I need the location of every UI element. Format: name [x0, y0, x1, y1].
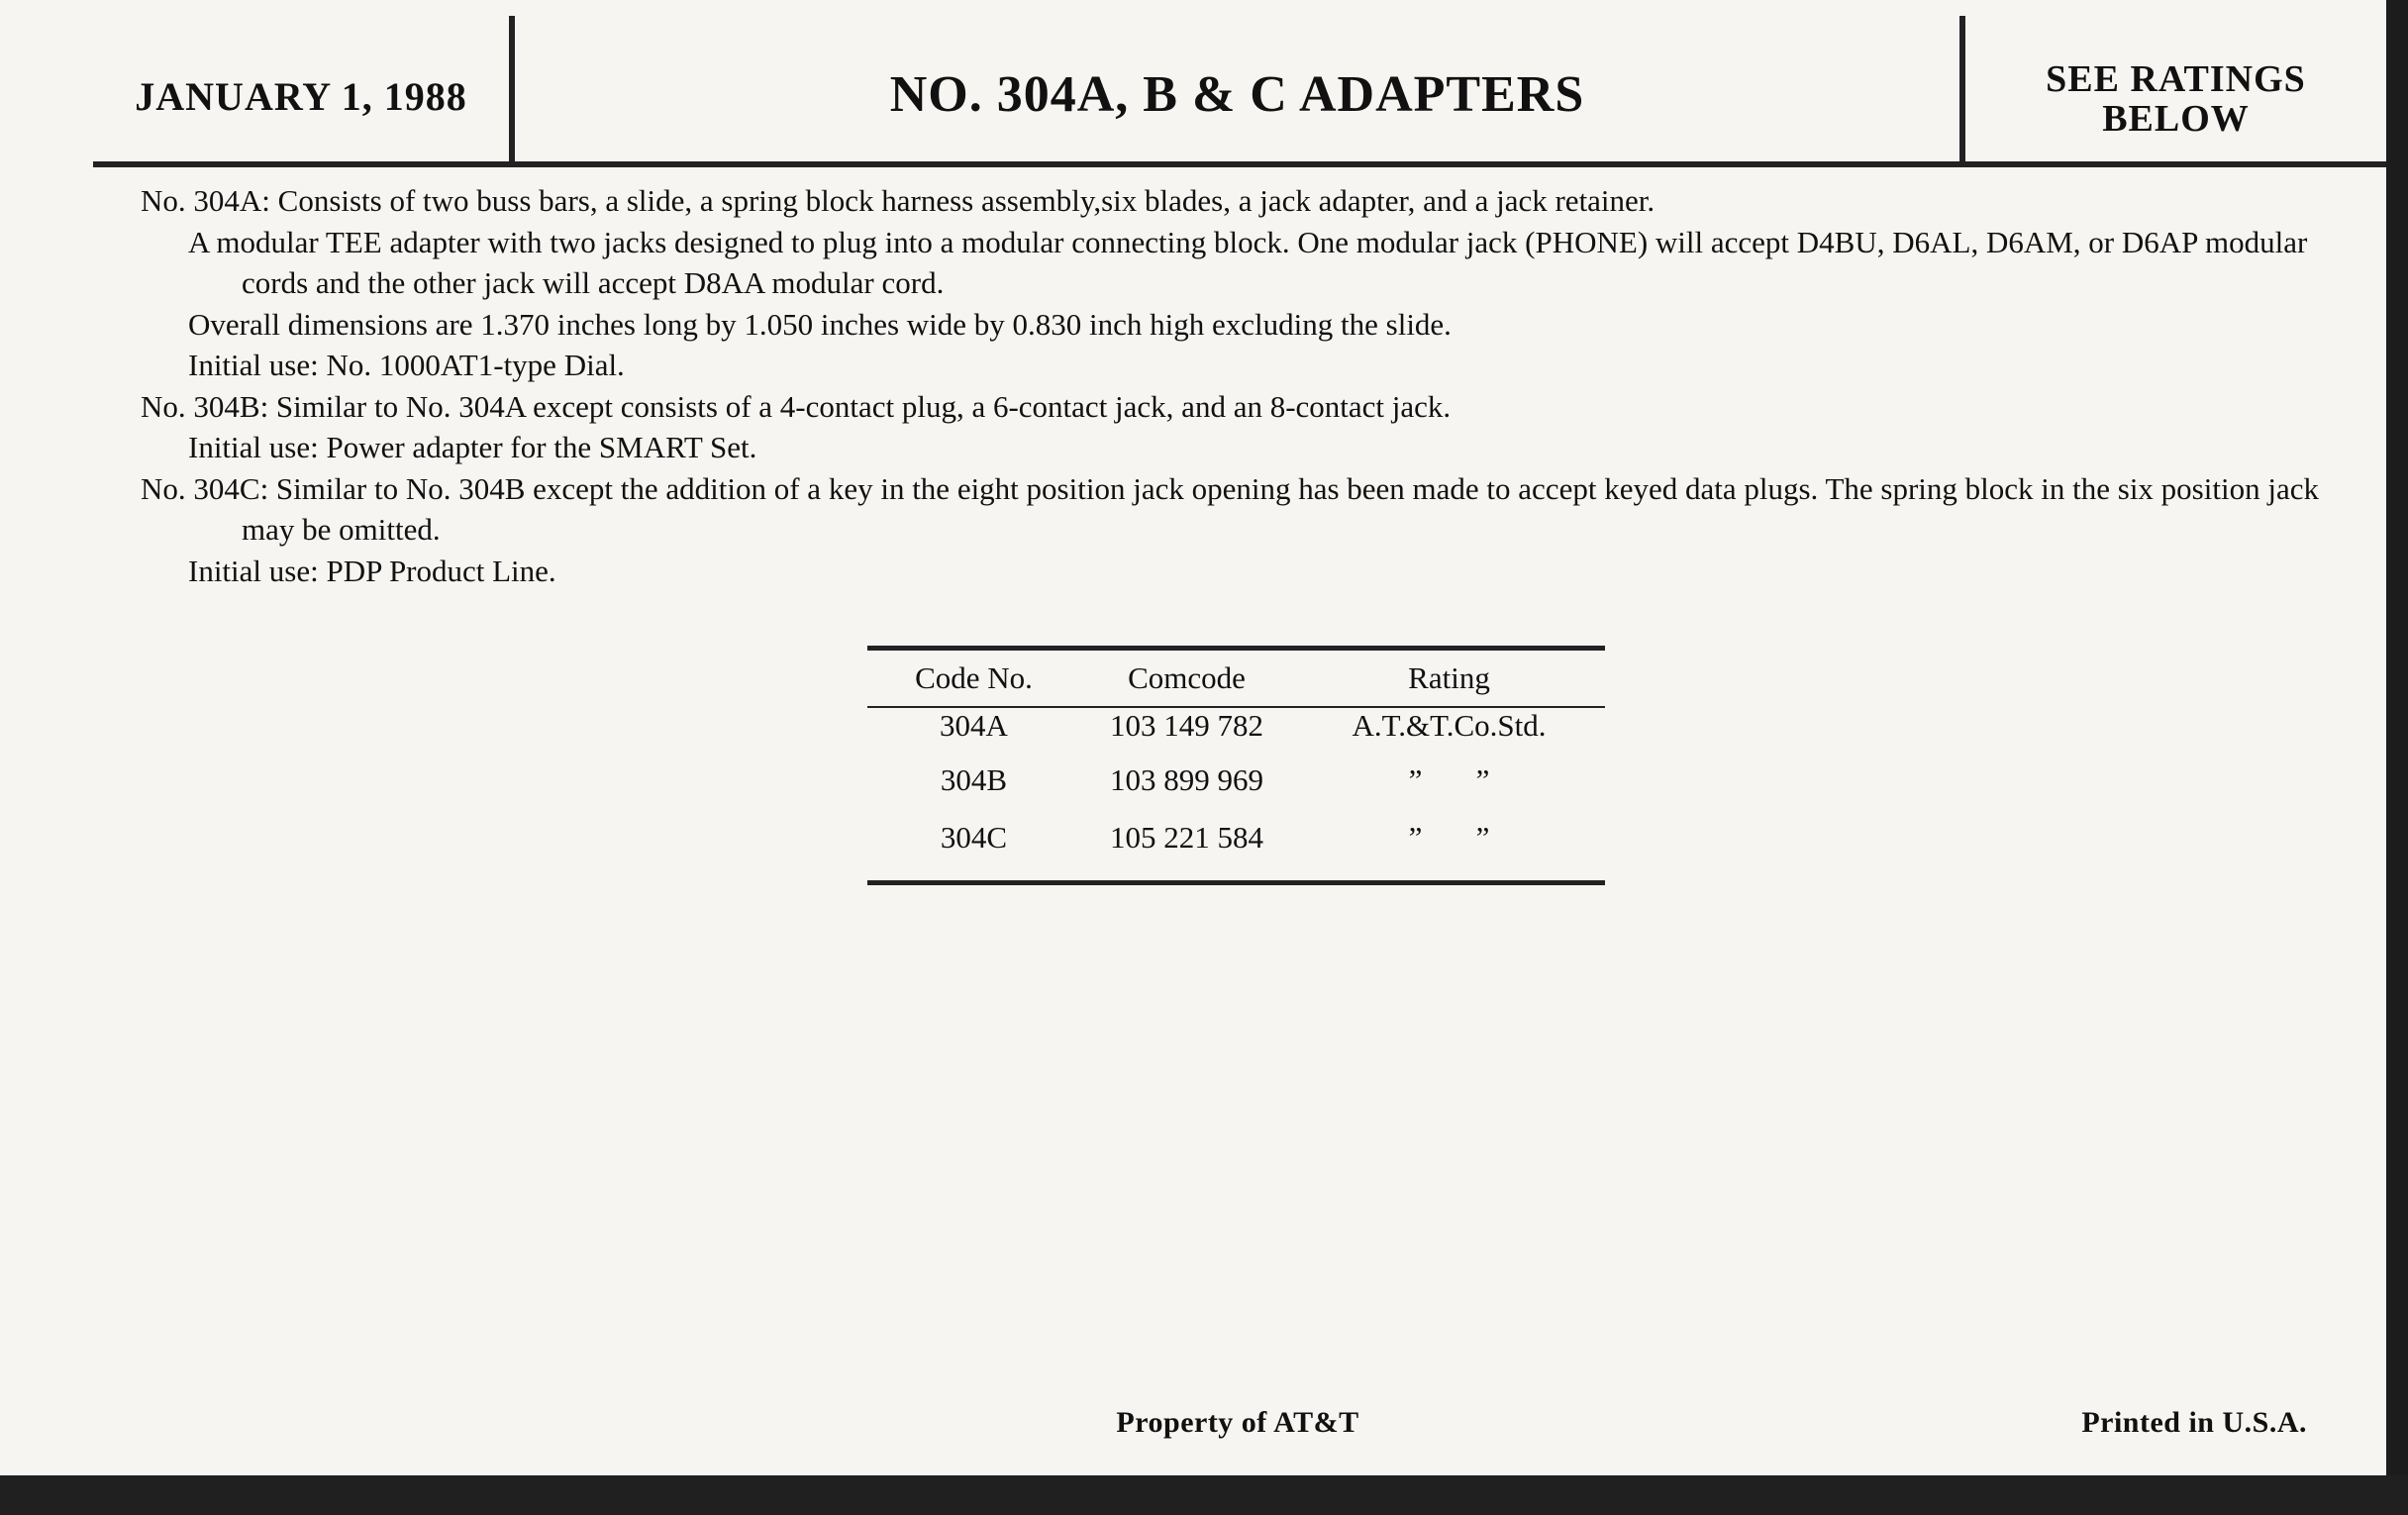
- footer-property: Property of AT&T: [1116, 1406, 1359, 1439]
- cell-comcode: 103 149 782: [1110, 708, 1263, 743]
- header-rule: [93, 161, 2386, 167]
- header-date: JANUARY 1, 1988: [135, 74, 467, 119]
- table-row: [867, 752, 1605, 809]
- table-row: [867, 708, 1605, 752]
- cell-code: 304C: [940, 820, 1008, 855]
- paragraph-304a-description: A modular TEE adapter with two jacks designed to plug into a modular connecting block. One modular jack (PHONE) will accept D4BU, D6AL, D6AM, or D6AP modular cords and the other jack will accept D8AA modular cord.: [188, 224, 2308, 300]
- cell-code: 304A: [940, 708, 1008, 743]
- paragraph-304c: No. 304C: Similar to No. 304B except the addition of a key in the eight position jack opening has been made to accept keyed data plugs. The spring block in the six position jack may be omitted.: [141, 470, 2319, 547]
- paragraph-304a-initial-use: Initial use: No. 1000AT1-type Dial.: [188, 348, 625, 382]
- cell-comcode: 105 221 584: [1110, 820, 1263, 855]
- column-header-code: Code No.: [915, 660, 1033, 695]
- rating-note-line-2: BELOW: [2102, 98, 2250, 140]
- cell-rating: A.T.&T.Co.Std.: [1352, 708, 1547, 743]
- cell-comcode: 103 899 969: [1110, 762, 1263, 797]
- document-title: NO. 304A, B & C ADAPTERS: [889, 66, 1585, 123]
- description-text: [141, 180, 2339, 591]
- cell-rating: ” ”: [1408, 820, 1490, 855]
- footer-printed: Printed in U.S.A.: [2081, 1406, 2307, 1439]
- header-rating-note: [1965, 59, 2386, 139]
- table-row: [867, 809, 1605, 866]
- rating-note-line-1: SEE RATINGS: [2046, 58, 2306, 100]
- paragraph-304a-dimensions: Overall dimensions are 1.370 inches long by 1.050 inches wide by 0.830 inch high excluding the slide.: [188, 306, 1452, 342]
- table-bottom-rule: [867, 880, 1605, 885]
- paragraph-304b-initial-use: Initial use: Power adapter for the SMART Set.: [188, 430, 757, 464]
- scan-edge-right: [2386, 0, 2408, 1515]
- column-header-rating: Rating: [1408, 660, 1490, 695]
- table-header-row: [867, 651, 1605, 706]
- cell-rating: ” ”: [1408, 762, 1490, 797]
- paragraph-304c-initial-use: Initial use: PDP Product Line.: [188, 553, 556, 588]
- column-header-comcode: Comcode: [1128, 660, 1246, 695]
- cell-code: 304B: [940, 762, 1008, 797]
- scan-edge-bottom: [0, 1475, 2408, 1515]
- paragraph-304b: No. 304B: Similar to No. 304A except consists of a 4-contact plug, a 6-contact jack, and an 8-contact jack.: [141, 388, 1452, 424]
- ratings-table: [867, 646, 1605, 885]
- paragraph-304a: No. 304A: Consists of two buss bars, a slide, a spring block harness assembly,six blades, a jack adapter, and a jack retainer.: [141, 183, 1656, 218]
